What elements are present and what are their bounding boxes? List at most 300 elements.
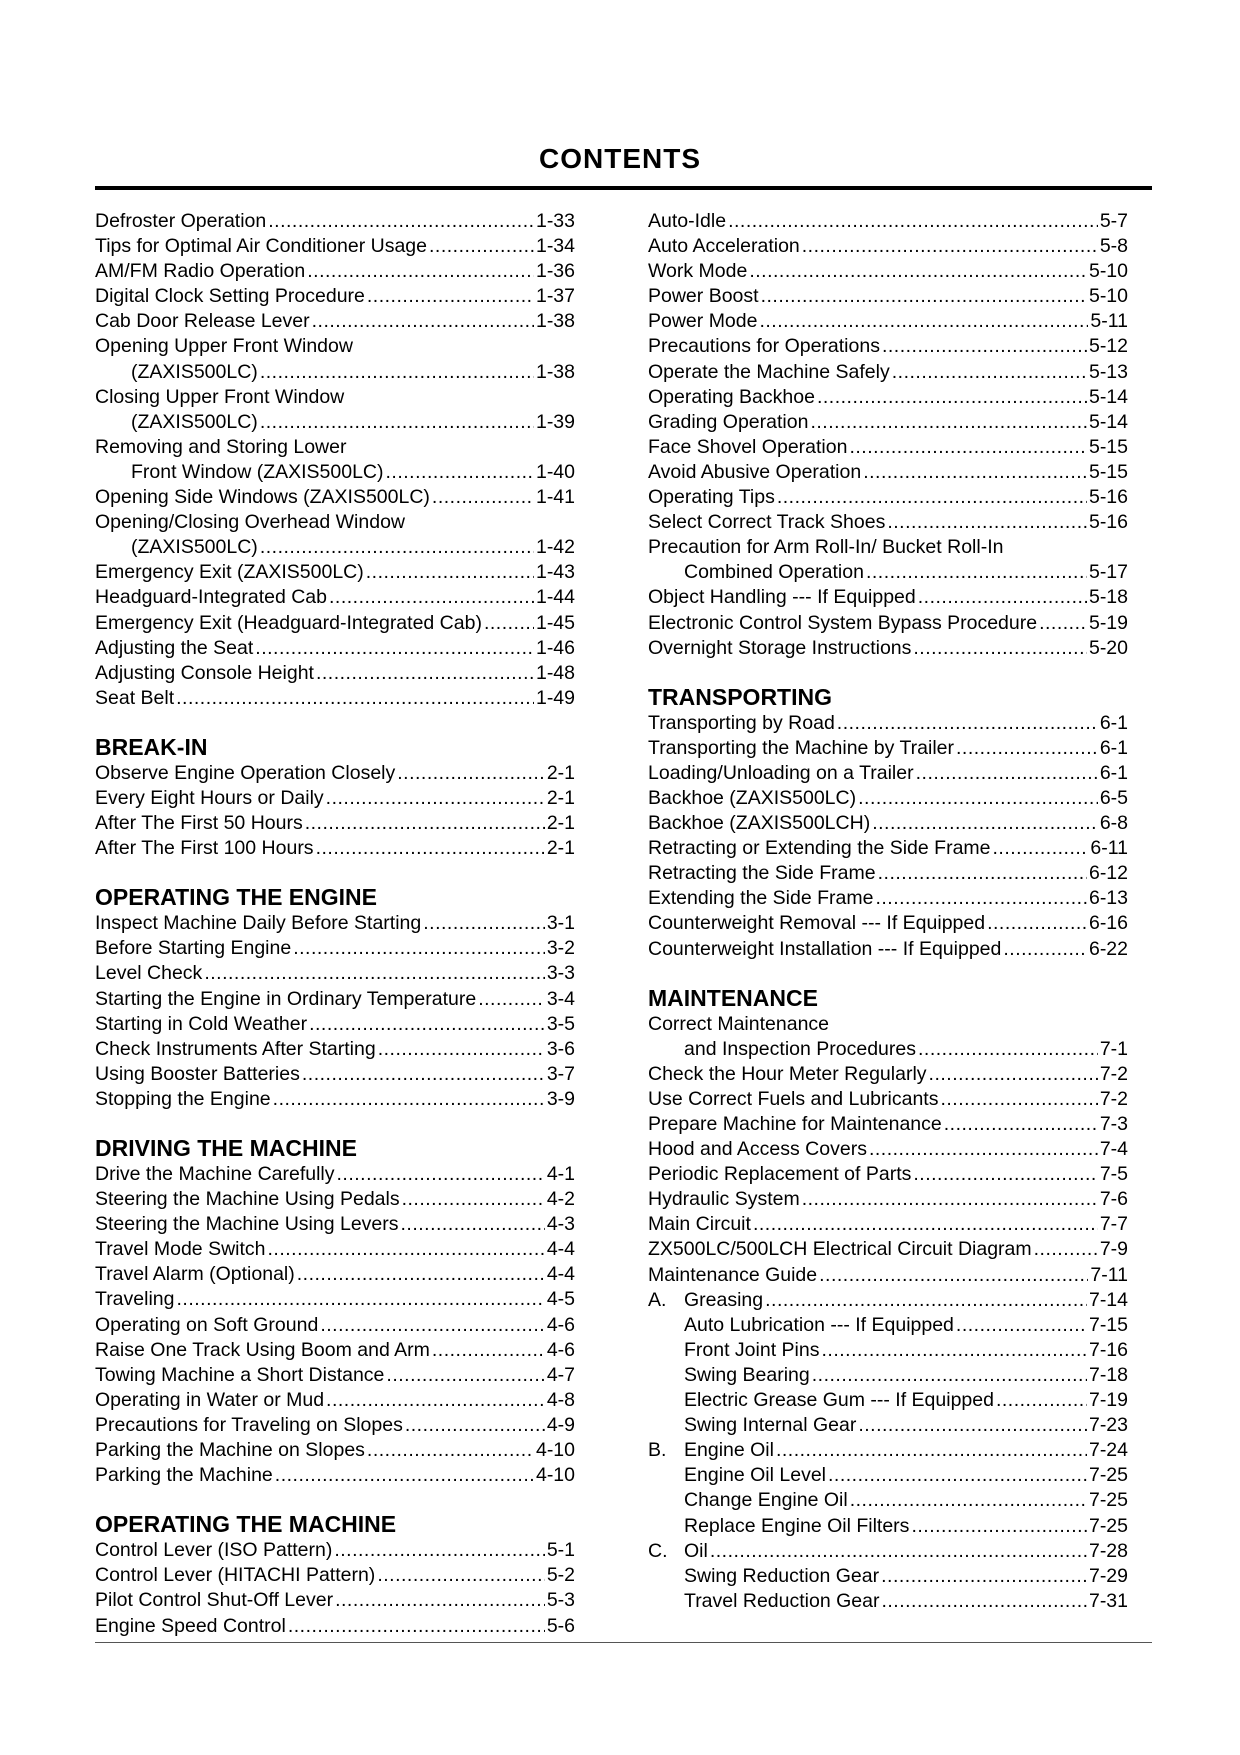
entry-title: Inspect Machine Daily Before Starting [95, 912, 422, 935]
entry-title: Precautions for Operations [648, 335, 880, 358]
entry-title: Towing Machine a Short Distance [95, 1363, 385, 1386]
entry-page-number: 7-1 [1099, 1037, 1128, 1060]
entry-page-number: 6-22 [1088, 937, 1128, 960]
entry-page-number: 7-3 [1099, 1113, 1128, 1135]
toc-entry [95, 761, 575, 786]
entry-page-number: 5-18 [1088, 586, 1128, 609]
toc-entry [648, 1338, 1128, 1363]
dot-leader [260, 535, 534, 560]
left-toc-column [95, 209, 575, 1639]
dot-leader [255, 636, 534, 661]
entry-title: Hood and Access Covers [648, 1138, 867, 1161]
toc-entry [648, 585, 1128, 610]
toc-entry [95, 435, 575, 460]
toc-entry [648, 1288, 1128, 1313]
entry-title: Avoid Abusive Operation [648, 460, 862, 483]
dot-leader [326, 786, 545, 811]
entry-page-number: 7-24 [1088, 1439, 1128, 1462]
dot-leader [858, 786, 1098, 811]
toc-entry [648, 786, 1128, 811]
entry-page-number: 7-23 [1088, 1414, 1128, 1437]
entry-title: Transporting by Road [648, 711, 835, 734]
dot-leader [204, 961, 545, 986]
dot-leader [892, 360, 1087, 385]
toc-entry [648, 1438, 1128, 1463]
toc-entry [95, 661, 575, 686]
entry-page-number: 7-28 [1088, 1539, 1128, 1562]
entry-page-number: 1-43 [535, 561, 575, 584]
entry-page-number: 6-16 [1088, 912, 1128, 935]
entry-title: Operating on Soft Ground [95, 1313, 319, 1336]
entry-page-number: 3-7 [546, 1062, 575, 1085]
entry-page-number: 6-13 [1088, 887, 1128, 910]
entry-title: Operate the Machine Safely [648, 360, 890, 383]
toc-entry [95, 284, 575, 309]
toc-entry [648, 259, 1128, 284]
toc-entry [648, 1137, 1128, 1162]
entry-page-number: 2-1 [546, 761, 575, 784]
toc-entry [648, 1037, 1128, 1062]
entry-page-number: 4-7 [546, 1363, 575, 1386]
dot-leader [776, 1438, 1087, 1463]
toc-entry [95, 811, 575, 836]
entry-title: After The First 50 Hours [95, 812, 303, 835]
dot-leader [377, 1563, 545, 1588]
entry-page-number: 4-5 [546, 1288, 575, 1311]
entry-page-number: 5-20 [1088, 636, 1128, 659]
entry-title: Seat Belt [95, 686, 175, 709]
dot-leader [260, 360, 534, 385]
dot-leader [335, 1588, 545, 1613]
toc-entry [95, 1614, 575, 1639]
entry-title: Select Correct Track Shoes [648, 511, 886, 534]
toc-entry [95, 510, 575, 535]
dot-leader [288, 1614, 545, 1639]
toc-entry [95, 1313, 575, 1338]
entry-title: Operating Tips [648, 486, 775, 509]
entry-page-number: 1-46 [535, 636, 575, 659]
dot-leader [268, 1237, 545, 1262]
toc-entry [95, 611, 575, 636]
dot-leader [765, 1288, 1087, 1313]
entry-page-number: 5-12 [1088, 335, 1128, 358]
entry-title: Travel Reduction Gear [684, 1589, 880, 1612]
dot-leader [378, 1037, 545, 1062]
toc-entry [95, 1087, 575, 1112]
toc-entry [648, 711, 1128, 736]
toc-entry [95, 234, 575, 259]
toc-entry [648, 736, 1128, 761]
entry-page-number: 7-2 [1099, 1087, 1128, 1110]
dot-leader [402, 1187, 545, 1212]
entry-title: Emergency Exit (ZAXIS500LC) [95, 561, 364, 584]
entry-page-number: 7-25 [1088, 1464, 1128, 1487]
toc-entry [648, 435, 1128, 460]
dot-leader [802, 1187, 1098, 1212]
toc-entry [648, 911, 1128, 936]
toc-entry [648, 1413, 1128, 1438]
entry-title: Front Joint Pins [684, 1338, 820, 1361]
toc-entry [95, 987, 575, 1012]
entry-title: Using Booster Batteries [95, 1062, 300, 1085]
entry-title: Opening Upper Front Window [95, 335, 353, 358]
dot-leader [401, 1212, 545, 1237]
toc-entry [648, 861, 1128, 886]
entry-page-number: 3-3 [546, 962, 575, 985]
dot-leader [875, 886, 1087, 911]
dot-leader [297, 1262, 545, 1287]
toc-entry [95, 1287, 575, 1312]
entry-title: Backhoe (ZAXIS500LCH) [648, 812, 871, 835]
toc-entry [648, 234, 1128, 259]
section-heading: OPERATING THE MACHINE [95, 1511, 397, 1538]
entry-page-number: 4-6 [546, 1338, 575, 1361]
toc-entry [95, 585, 575, 610]
dot-leader [268, 209, 534, 234]
dot-leader [478, 987, 545, 1012]
toc-entry [648, 1589, 1128, 1614]
entry-title: Observe Engine Operation Closely [95, 761, 396, 784]
entry-title: Prepare Machine for Maintenance [648, 1113, 942, 1135]
dot-leader [366, 560, 534, 585]
entry-title: Control Lever (ISO Pattern) [95, 1539, 333, 1562]
entry-page-number: 7-18 [1088, 1363, 1128, 1386]
dot-leader [819, 1263, 1088, 1288]
entry-page-number: 5-3 [546, 1589, 575, 1612]
toc-entry [95, 1538, 575, 1563]
toc-entry [648, 560, 1128, 585]
toc-entry [95, 1363, 575, 1388]
entry-title: Parking the Machine on Slopes [95, 1439, 365, 1462]
dot-leader [996, 1388, 1087, 1413]
entry-page-number: 5-10 [1088, 260, 1128, 283]
entry-page-number: 7-9 [1099, 1238, 1128, 1261]
toc-entry [95, 1413, 575, 1438]
dot-leader [484, 611, 534, 636]
entry-title: Electronic Control System Bypass Procedure [648, 611, 1038, 634]
entry-page-number: 5-10 [1088, 285, 1128, 308]
entry-title: Auto Acceleration [648, 235, 800, 258]
title-rule [95, 186, 1152, 190]
entry-title: Periodic Replacement of Parts [648, 1163, 912, 1186]
toc-entry [95, 1463, 575, 1488]
entry-title: Front Window (ZAXIS500LC) [131, 460, 384, 483]
dot-leader [176, 686, 534, 711]
entry-title: Loading/Unloading on a Trailer [648, 761, 914, 784]
dot-leader [386, 460, 534, 485]
entry-page-number: 6-1 [1099, 736, 1128, 759]
toc-entry [648, 1539, 1128, 1564]
entry-title: (ZAXIS500LC) [131, 536, 258, 559]
toc-entry [648, 1237, 1128, 1262]
entry-page-number: 2-1 [546, 812, 575, 835]
toc-entry [95, 836, 575, 861]
entry-title: Precautions for Traveling on Slopes [95, 1413, 403, 1436]
entry-title: (ZAXIS500LC) [131, 410, 258, 433]
dot-leader [850, 1488, 1087, 1513]
toc-entry [648, 1363, 1128, 1388]
toc-entry [648, 334, 1128, 359]
entry-page-number: 5-11 [1090, 310, 1128, 333]
entry-title: Starting the Engine in Ordinary Temperature [95, 987, 477, 1010]
dot-leader [429, 234, 534, 259]
toc-entry [648, 1388, 1128, 1413]
toc-entry [95, 1388, 575, 1413]
toc-entry [95, 535, 575, 560]
entry-page-number: 7-25 [1088, 1489, 1128, 1512]
toc-entry [648, 1313, 1128, 1338]
dot-leader [802, 234, 1098, 259]
entry-title: Stopping the Engine [95, 1087, 271, 1110]
entry-page-number: 7-19 [1088, 1389, 1128, 1412]
toc-entry [95, 410, 575, 435]
entry-title: After The First 100 Hours [95, 837, 314, 860]
entry-title: Counterweight Installation --- If Equipped [648, 937, 1002, 960]
toc-entry [95, 1438, 575, 1463]
dot-leader [753, 1212, 1098, 1237]
dot-leader [821, 1338, 1086, 1363]
toc-entry [648, 1212, 1128, 1237]
toc-entry [95, 961, 575, 986]
entry-title: Counterweight Removal --- If Equipped [648, 912, 986, 935]
dot-leader [878, 861, 1087, 886]
toc-entry [95, 1338, 575, 1363]
dot-leader [911, 1514, 1087, 1539]
toc-entry [648, 485, 1128, 510]
toc-entry [648, 1087, 1128, 1112]
entry-page-number: 5-2 [546, 1564, 575, 1587]
entry-page-number: 7-14 [1088, 1288, 1128, 1311]
toc-entry [95, 360, 575, 385]
dot-leader [275, 1463, 534, 1488]
dot-leader [810, 410, 1087, 435]
entry-page-number: 1-38 [535, 310, 575, 333]
entry-title: Operating in Water or Mud [95, 1388, 325, 1411]
toc-entry [648, 1263, 1128, 1288]
entry-title: Retracting or Extending the Side Frame [648, 837, 991, 860]
toc-entry [648, 410, 1128, 435]
dot-leader [1034, 1237, 1098, 1262]
entry-title: Correct Maintenance [648, 1012, 830, 1035]
entry-page-number: 3-2 [546, 937, 575, 960]
entry-page-number: 2-1 [546, 837, 575, 860]
entry-title: Backhoe (ZAXIS500LC) [648, 786, 857, 809]
entry-title: Auto Lubrication --- If Equipped [684, 1313, 954, 1336]
entry-title: Closing Upper Front Window [95, 385, 345, 408]
toc-entry [95, 460, 575, 485]
entry-page-number: 1-45 [535, 611, 575, 634]
toc-entry [648, 1012, 1128, 1037]
toc-entry [648, 1062, 1128, 1087]
entry-page-number: 7-29 [1088, 1564, 1128, 1587]
dot-leader [887, 510, 1087, 535]
toc-entry [648, 309, 1128, 334]
entry-page-number: 6-1 [1099, 761, 1128, 784]
entry-page-number: 7-4 [1099, 1138, 1128, 1161]
section-heading: OPERATING THE ENGINE [95, 884, 377, 911]
toc-entry [648, 836, 1128, 861]
dot-leader [913, 1162, 1097, 1187]
toc-entry [95, 385, 575, 410]
dot-leader [405, 1413, 545, 1438]
entry-title: Tips for Optimal Air Conditioner Usage [95, 235, 427, 258]
dot-leader [728, 209, 1098, 234]
entry-page-number: 4-1 [546, 1163, 575, 1185]
entry-title: (ZAXIS500LC) [131, 360, 258, 383]
entry-title: Emergency Exit (Headguard-Integrated Cab) [95, 611, 482, 634]
entry-page-number: 6-11 [1090, 837, 1128, 860]
footer-rule [95, 1642, 1152, 1643]
entry-page-number: 6-1 [1099, 711, 1128, 734]
toc-entry [648, 209, 1128, 234]
toc-entry [95, 334, 575, 359]
entry-title: Cab Door Release Lever [95, 310, 310, 333]
toc-entry [95, 485, 575, 510]
dot-leader [916, 761, 1098, 786]
entry-title: AM/FM Radio Operation [95, 260, 306, 283]
toc-entry [95, 1212, 575, 1237]
entry-page-number: 3-6 [546, 1037, 575, 1060]
entry-title: Object Handling --- If Equipped [648, 586, 916, 609]
entry-page-number: 7-16 [1088, 1338, 1128, 1361]
entry-page-number: 5-16 [1088, 486, 1128, 509]
entry-page-number: 5-15 [1088, 435, 1128, 458]
entry-title: Combined Operation [684, 561, 864, 584]
toc-entry [95, 686, 575, 711]
toc-entry [648, 761, 1128, 786]
entry-title: Precaution for Arm Roll-In/ Bucket Roll-In [648, 536, 1004, 559]
entry-title: Oil [684, 1539, 708, 1562]
entry-title: Defroster Operation [95, 210, 267, 232]
entry-page-number: 5-7 [1099, 210, 1128, 232]
entry-page-number: 3-5 [546, 1012, 575, 1035]
entry-marker: B. [648, 1439, 667, 1462]
entry-page-number: 7-2 [1099, 1062, 1128, 1085]
entry-title: Use Correct Fuels and Lubricants [648, 1087, 939, 1110]
entry-page-number: 1-34 [535, 235, 575, 258]
toc-entry [648, 937, 1128, 962]
toc-entry [648, 460, 1128, 485]
toc-entry [95, 1162, 575, 1187]
dot-leader [307, 259, 534, 284]
entry-title: Before Starting Engine [95, 937, 292, 960]
dot-leader [849, 435, 1087, 460]
dot-leader [260, 410, 534, 435]
toc-entry [648, 1112, 1128, 1137]
dot-leader [863, 460, 1087, 485]
dot-leader [882, 334, 1087, 359]
dot-leader [176, 1287, 544, 1312]
entry-title: Check the Hour Meter Regularly [648, 1062, 927, 1085]
section-spacer [95, 1112, 575, 1134]
section-heading: DRIVING THE MACHINE [95, 1135, 357, 1161]
entry-page-number: 1-44 [535, 586, 575, 609]
entry-marker: C. [648, 1539, 668, 1562]
entry-title: Check Instruments After Starting [95, 1037, 376, 1060]
entry-page-number: 4-2 [546, 1188, 575, 1211]
entry-marker: A. [648, 1288, 667, 1311]
entry-title: Change Engine Oil [684, 1489, 848, 1512]
dot-leader [881, 1589, 1087, 1614]
dot-leader [1039, 611, 1087, 636]
dot-leader [944, 1112, 1098, 1137]
entry-page-number: 5-8 [1099, 235, 1128, 258]
entry-title: Travel Mode Switch [95, 1238, 266, 1261]
entry-title: Electric Grease Gum --- If Equipped [684, 1389, 994, 1412]
entry-title: Replace Engine Oil Filters [684, 1514, 910, 1537]
dot-leader [397, 761, 545, 786]
toc-entry [648, 510, 1128, 535]
dot-leader [869, 1137, 1098, 1162]
entry-title: Power Mode [648, 310, 758, 333]
section-spacer [648, 962, 1128, 984]
entry-page-number: 2-1 [546, 786, 575, 809]
dot-leader [987, 911, 1087, 936]
toc-entry [95, 1012, 575, 1037]
entry-title: Maintenance Guide [648, 1263, 818, 1286]
entry-title: Auto-Idle [648, 210, 727, 232]
dot-leader [866, 560, 1087, 585]
entry-title: Power Boost [648, 285, 759, 308]
toc-entry [95, 560, 575, 585]
dot-leader [273, 1087, 545, 1112]
entry-page-number: 5-15 [1088, 460, 1128, 483]
entry-page-number: 1-36 [535, 260, 575, 283]
dot-leader [881, 1564, 1087, 1589]
entry-title: Level Check [95, 962, 203, 985]
entry-title: Pilot Control Shut-Off Lever [95, 1589, 334, 1612]
entry-page-number: 1-41 [535, 486, 575, 509]
entry-title: Steering the Machine Using Levers [95, 1213, 399, 1236]
entry-title: Grading Operation [648, 410, 809, 433]
dot-leader [828, 1463, 1087, 1488]
entry-page-number: 5-6 [546, 1614, 575, 1637]
dot-leader [329, 585, 534, 610]
dot-leader [309, 1012, 545, 1037]
dot-leader [367, 284, 534, 309]
entry-page-number: 1-49 [535, 686, 575, 709]
toc-entry [95, 1588, 575, 1613]
entry-page-number: 1-37 [535, 285, 575, 308]
toc-entry [95, 636, 575, 661]
entry-title: Opening Side Windows (ZAXIS500LC) [95, 486, 430, 509]
dot-leader [302, 1062, 545, 1087]
toc-entry [648, 1187, 1128, 1212]
dot-leader [761, 284, 1087, 309]
entry-title: Starting in Cold Weather [95, 1012, 308, 1035]
toc-entry [95, 786, 575, 811]
dot-leader [337, 1162, 545, 1187]
right-toc-column [648, 209, 1128, 1614]
entry-title: ZX500LC/500LCH Electrical Circuit Diagram [648, 1238, 1032, 1261]
entry-title: Adjusting Console Height [95, 661, 314, 684]
entry-page-number: 1-39 [535, 410, 575, 433]
entry-title: Engine Oil Level [684, 1464, 827, 1487]
entry-page-number: 1-42 [535, 536, 575, 559]
entry-page-number: 3-4 [546, 987, 575, 1010]
entry-page-number: 5-14 [1088, 385, 1128, 408]
dot-leader [918, 585, 1087, 610]
entry-page-number: 6-8 [1099, 812, 1128, 835]
dot-leader [858, 1413, 1087, 1438]
entry-page-number: 7-31 [1088, 1589, 1128, 1612]
entry-title: Work Mode [648, 260, 748, 283]
toc-entry [95, 1062, 575, 1087]
entry-title: Control Lever (HITACHI Pattern) [95, 1564, 376, 1587]
entry-title: Face Shovel Operation [648, 435, 848, 458]
entry-page-number: 4-6 [546, 1313, 575, 1336]
toc-entry [648, 811, 1128, 836]
